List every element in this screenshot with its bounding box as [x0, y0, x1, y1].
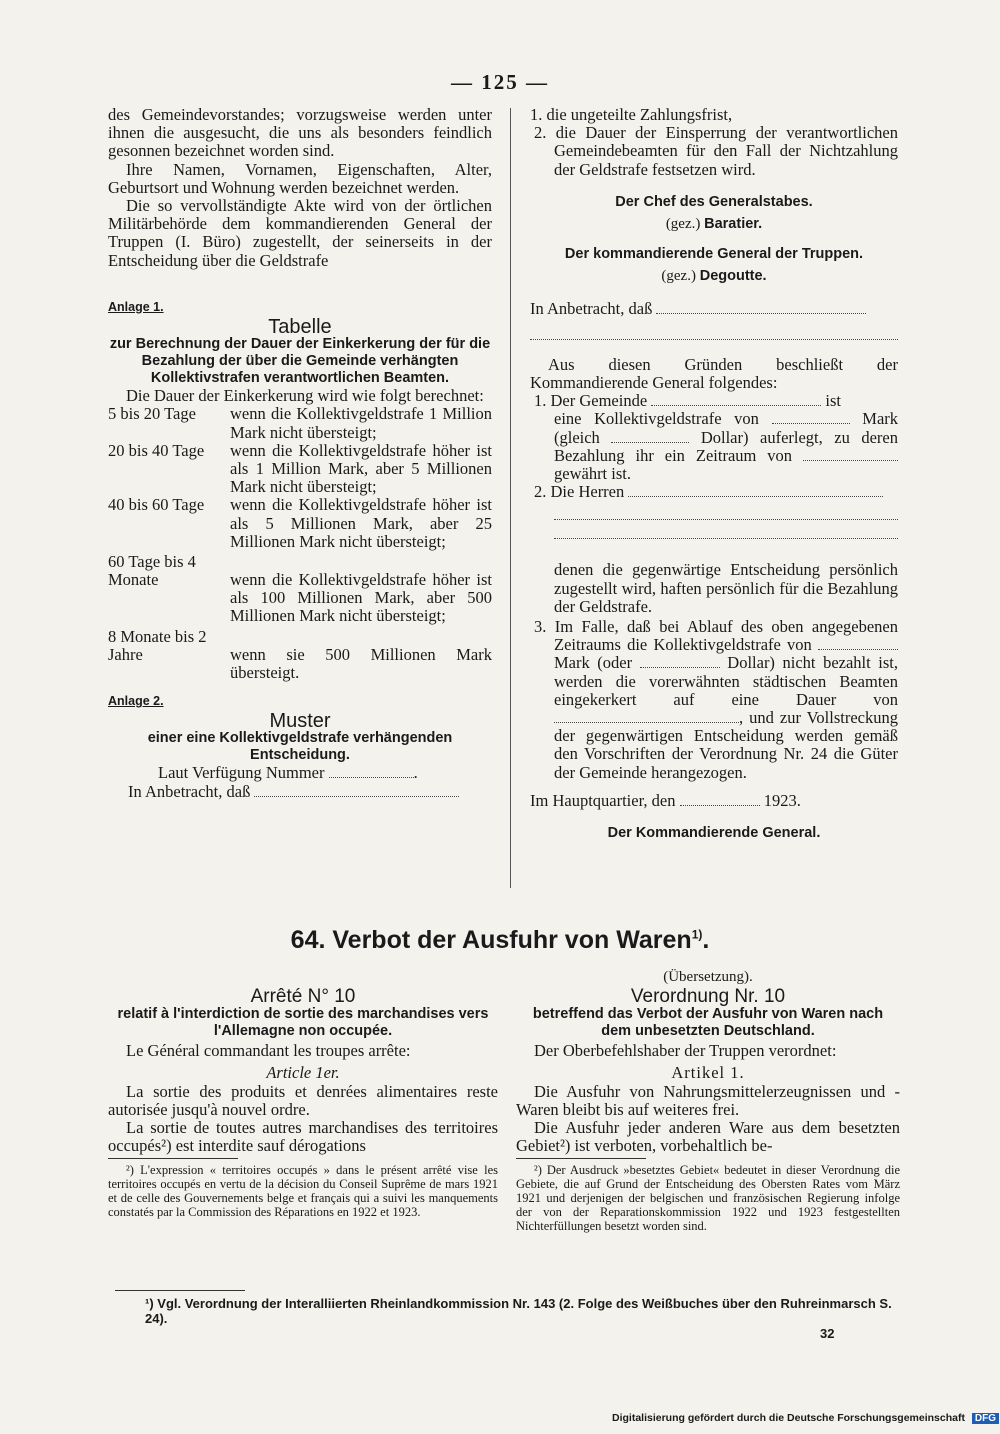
- right-item-1: 1. die ungeteilte Zahlungsfrist,: [530, 105, 733, 124]
- left-paragraph-1: des Gemeindevorstandes; vorzugsweise werden unter ihnen die ausgesucht, die uns als besonders feindlich gesonnen bezeichnet worden sind.: [108, 105, 492, 161]
- footnote-rule: [115, 1290, 245, 1291]
- french-footnote: ²) L'expression « territoires occupés » dans le présent arrêté vise les territoires occupés en vertu de la décision du Conseil Suprême de mars 1921 et de celle des Gouvernements belge et français qui a suivi les manquements constatés par la Commission des Réparations en 1922 et 1923.: [108, 1163, 498, 1220]
- blank-field: [803, 460, 898, 461]
- kommandierende-signature: Der Kommandierende General.: [607, 825, 821, 842]
- anbetracht-text: In Anbetracht, daß: [128, 781, 251, 801]
- condition-cell: wenn die Kollektivgeldstrafe höher ist als 5 Millionen Mark, aber 25 Millionen Mark nicht übersteigt;: [230, 495, 492, 551]
- clause-text: 1. Der Gemeinde: [534, 391, 648, 411]
- blank-field: [554, 722, 739, 723]
- blank-line: [554, 537, 898, 539]
- blank-field: [680, 805, 760, 806]
- french-title: Arrêté N° 10: [250, 986, 356, 1007]
- german-article-heading: Artikel 1.: [671, 1063, 745, 1083]
- table-row: [108, 626, 492, 682]
- tabelle-intro: Die Dauer der Einkerkerung wird wie folgt berechnet:: [126, 386, 484, 406]
- german-title: Verordnung Nr. 10: [630, 986, 786, 1007]
- french-paragraph-2: La sortie des produits et denrées alimentaires reste autorisée jusqu'à nouvel ordre.: [108, 1081, 498, 1119]
- clause-text: eine Kollektivgeldstrafe von: [554, 409, 759, 429]
- credit-text: Digitalisierung gefördert durch die Deutsche Forschungsgemeinschaft: [612, 1412, 965, 1424]
- hauptquartier-line: [530, 792, 898, 810]
- left-paragraph-2: Ihre Namen, Vornamen, Eigenschaften, Alter, Geburtsort und Wohnung werden bezeichnet werden.: [108, 159, 492, 197]
- right-clause-1: [530, 392, 898, 410]
- left-paragraph-3: Die so vervollständigte Akte wird von der örtlichen Militärbehörde dem kommandierenden General der Truppen (I. Büro) zugestellt, der seinerseits in der Entscheidung über die Geldstrafe: [108, 196, 492, 270]
- clause-text: 2. Die Herren: [534, 482, 625, 502]
- german-subtitle: betreffend das Verbot der Ausfuhr von Waren nach dem unbesetzten Deutschland.: [532, 1006, 884, 1040]
- condition-cell: wenn sie 500 Millionen Mark übersteigt.: [230, 644, 492, 682]
- right-clause-1-cont: [530, 410, 898, 483]
- dfg-logo: DFG: [972, 1413, 999, 1424]
- german-paragraph-2: Die Ausfuhr von Nahrungsmittelerzeugnissen und -Waren bleibt bis auf weiteres frei.: [516, 1081, 900, 1119]
- chef-signature-title: Der Chef des Generalstabes.: [615, 193, 813, 210]
- clause-text: Dollar) nicht bezahlt ist, werden die vorerwähnten städtischen Beamten eingekerkert auf eine Dauer von: [554, 653, 898, 709]
- general-signature-title: Der kommandierende General der Truppen.: [564, 246, 864, 263]
- blank-field: [611, 442, 689, 443]
- blank-field: [651, 405, 821, 406]
- table-row: [108, 551, 492, 626]
- german-footnote: ²) Der Ausdruck »besetztes Gebiet« bedeutet in dieser Verordnung die Gebiete, die auf Grund der Entscheidung des Obersten Rates vom März 1921 und derjenigen der belgischen und französischen Regierung infolge der von der Reparationskommission 1922 und 1923 festgestellten Nichterfüllungen besetzt worden sind.: [516, 1163, 900, 1234]
- table-row: [108, 496, 492, 551]
- hq-year: 1923.: [763, 790, 801, 810]
- blank-field: [628, 496, 883, 497]
- clause-text: Mark: [862, 409, 899, 429]
- german-paragraph-3: Die Ausfuhr jeder anderen Ware aus dem besetzten Gebiet²) ist verboten, vorbehaltlich be-: [516, 1118, 900, 1156]
- right-item-2: 2. die Dauer der Einsperrung der verantwortlichen Gemeindebeamten für den Fall der Nichtzahlung der Geldstrafe festsetzen wird.: [534, 123, 898, 179]
- laut-verfuegung-text: Laut Verfügung Nummer: [158, 763, 325, 783]
- clause-text: (gleich: [554, 427, 600, 447]
- footnote-rule: [108, 1158, 238, 1159]
- table-row: [108, 405, 492, 441]
- gez-label: (gez.): [665, 216, 701, 233]
- laut-verfuegung-line: Laut Verfügung Nummer .: [158, 763, 418, 783]
- table-row: [108, 442, 492, 497]
- duration-cell: 40 bis 60 Tage: [108, 495, 205, 515]
- hq-text: Im Hauptquartier, den: [530, 790, 676, 810]
- anlage-1-label: Anlage 1.: [108, 299, 164, 314]
- blank-field: [656, 313, 866, 314]
- duration-cell: 5 bis 20 Tage: [108, 404, 196, 424]
- signatory-name: Baratier.: [704, 216, 763, 233]
- condition-cell: wenn die Kollektivgeldstrafe 1 Million Mark nicht übersteigt;: [230, 404, 492, 442]
- anbetracht-text: In Anbetracht, daß: [530, 298, 653, 318]
- condition-cell: wenn die Kollektivgeldstrafe höher ist als 1 Million Mark, aber 5 Millionen Mark nicht übersteigt;: [230, 440, 492, 497]
- spacer: [108, 968, 498, 988]
- blank-field: [640, 667, 720, 668]
- blank-line: [554, 518, 898, 520]
- anbetracht-line: [108, 783, 492, 801]
- blank-line: [530, 338, 898, 340]
- gez-line-1: [530, 215, 898, 233]
- duration-table: [108, 405, 492, 682]
- french-paragraph-3: La sortie de toutes autres marchandises des territoires occupés²) est interdite sauf dérogations: [108, 1118, 498, 1156]
- muster-subtitle: einer eine Kollektivgeldstrafe verhängenden Entscheidung.: [147, 730, 453, 764]
- german-column: [516, 968, 900, 1233]
- left-column: [108, 106, 492, 801]
- digitization-credit: [612, 1412, 999, 1424]
- signatory-name: Degoutte.: [699, 268, 767, 285]
- blank-field: [772, 423, 850, 424]
- clause-text: Dollar) auferlegt, zu deren Bezahlung ihr ein Zeitraum von: [554, 427, 898, 465]
- translation-note: (Übersetzung).: [663, 969, 753, 985]
- french-column: [108, 968, 498, 1219]
- blank-field: [329, 777, 414, 778]
- clause-text: ist: [825, 391, 842, 411]
- clause-text: 3. Im Falle, daß bei Ablauf des oben angegebenen Zeitraums die Kollektivgeldstrafe von: [534, 617, 898, 655]
- right-clause-2-cont: denen die gegenwärtige Entscheidung persönlich zugestellt wird, haften persönlich für die Bezahlung der Geldstrafe.: [554, 560, 898, 616]
- right-anbetracht-line: [530, 300, 898, 318]
- muster-title: Muster: [269, 710, 331, 733]
- clause-text: Mark (oder: [554, 653, 633, 673]
- clause-text: gewährt ist.: [554, 464, 631, 484]
- tabelle-title: Tabelle: [268, 316, 332, 339]
- section-footnote: ¹) Vgl. Verordnung der Interalliierten Rheinlandkommission Nr. 143 (2. Folge des Weißbuches über den Ruhreinmarsch S. 24).: [145, 1296, 892, 1326]
- gez-line-2: [530, 267, 898, 285]
- anlage-2-label: Anlage 2.: [108, 694, 164, 709]
- duration-cell: 20 bis 40 Tage: [108, 440, 205, 460]
- duration-cell: 8 Monate bis 2 Jahre: [108, 626, 207, 664]
- french-subtitle: relatif à l'interdiction de sortie des marchandises vers l'Allemagne non occupée.: [117, 1006, 489, 1040]
- blank-field: [254, 796, 459, 797]
- sheet-number: 32: [820, 1326, 835, 1341]
- section-footnote-mark: 1): [691, 927, 703, 942]
- german-paragraph-1: Der Oberbefehlshaber der Truppen verordnet:: [534, 1041, 837, 1061]
- condition-cell: wenn die Kollektivgeldstrafe höher ist als 100 Millionen Mark, aber 500 Millionen Mark nicht übersteigt;: [230, 570, 492, 626]
- column-divider: [510, 108, 511, 888]
- section-heading: 64. Verbot der Ausfuhr von Waren$^{1)}$.: [290, 926, 710, 954]
- tabelle-subtitle: zur Berechnung der Dauer der Einkerkerung der für die Bezahlung der über die Gemeinde verhängten Kollektivstrafen verantwortlichen Beamten.: [109, 336, 491, 387]
- duration-cell: 60 Tage bis 4 Monate: [108, 552, 196, 590]
- page-number: — 125 —: [451, 70, 549, 94]
- section-title: 64. Verbot der Ausfuhr von Waren: [290, 926, 692, 954]
- right-column: [530, 106, 898, 842]
- gruende-paragraph: Aus diesen Gründen beschließt der Kommandierende General folgendes:: [530, 354, 898, 393]
- gez-label: (gez.): [661, 268, 696, 285]
- french-article-heading: Article 1er.: [266, 1063, 340, 1083]
- french-paragraph-1: Le Général commandant les troupes arrête:: [126, 1041, 411, 1061]
- clause-text: , und zur Vollstreckung der gegenwärtigen Entscheidung werden gemäß den Vorschriften der Verordnung Nr. 24 die Güter der Gemeinde herangezogen.: [554, 708, 898, 782]
- footnote-rule: [516, 1158, 646, 1159]
- blank-field: [818, 649, 898, 650]
- right-clause-2: [530, 483, 898, 501]
- right-clause-3: [530, 618, 898, 782]
